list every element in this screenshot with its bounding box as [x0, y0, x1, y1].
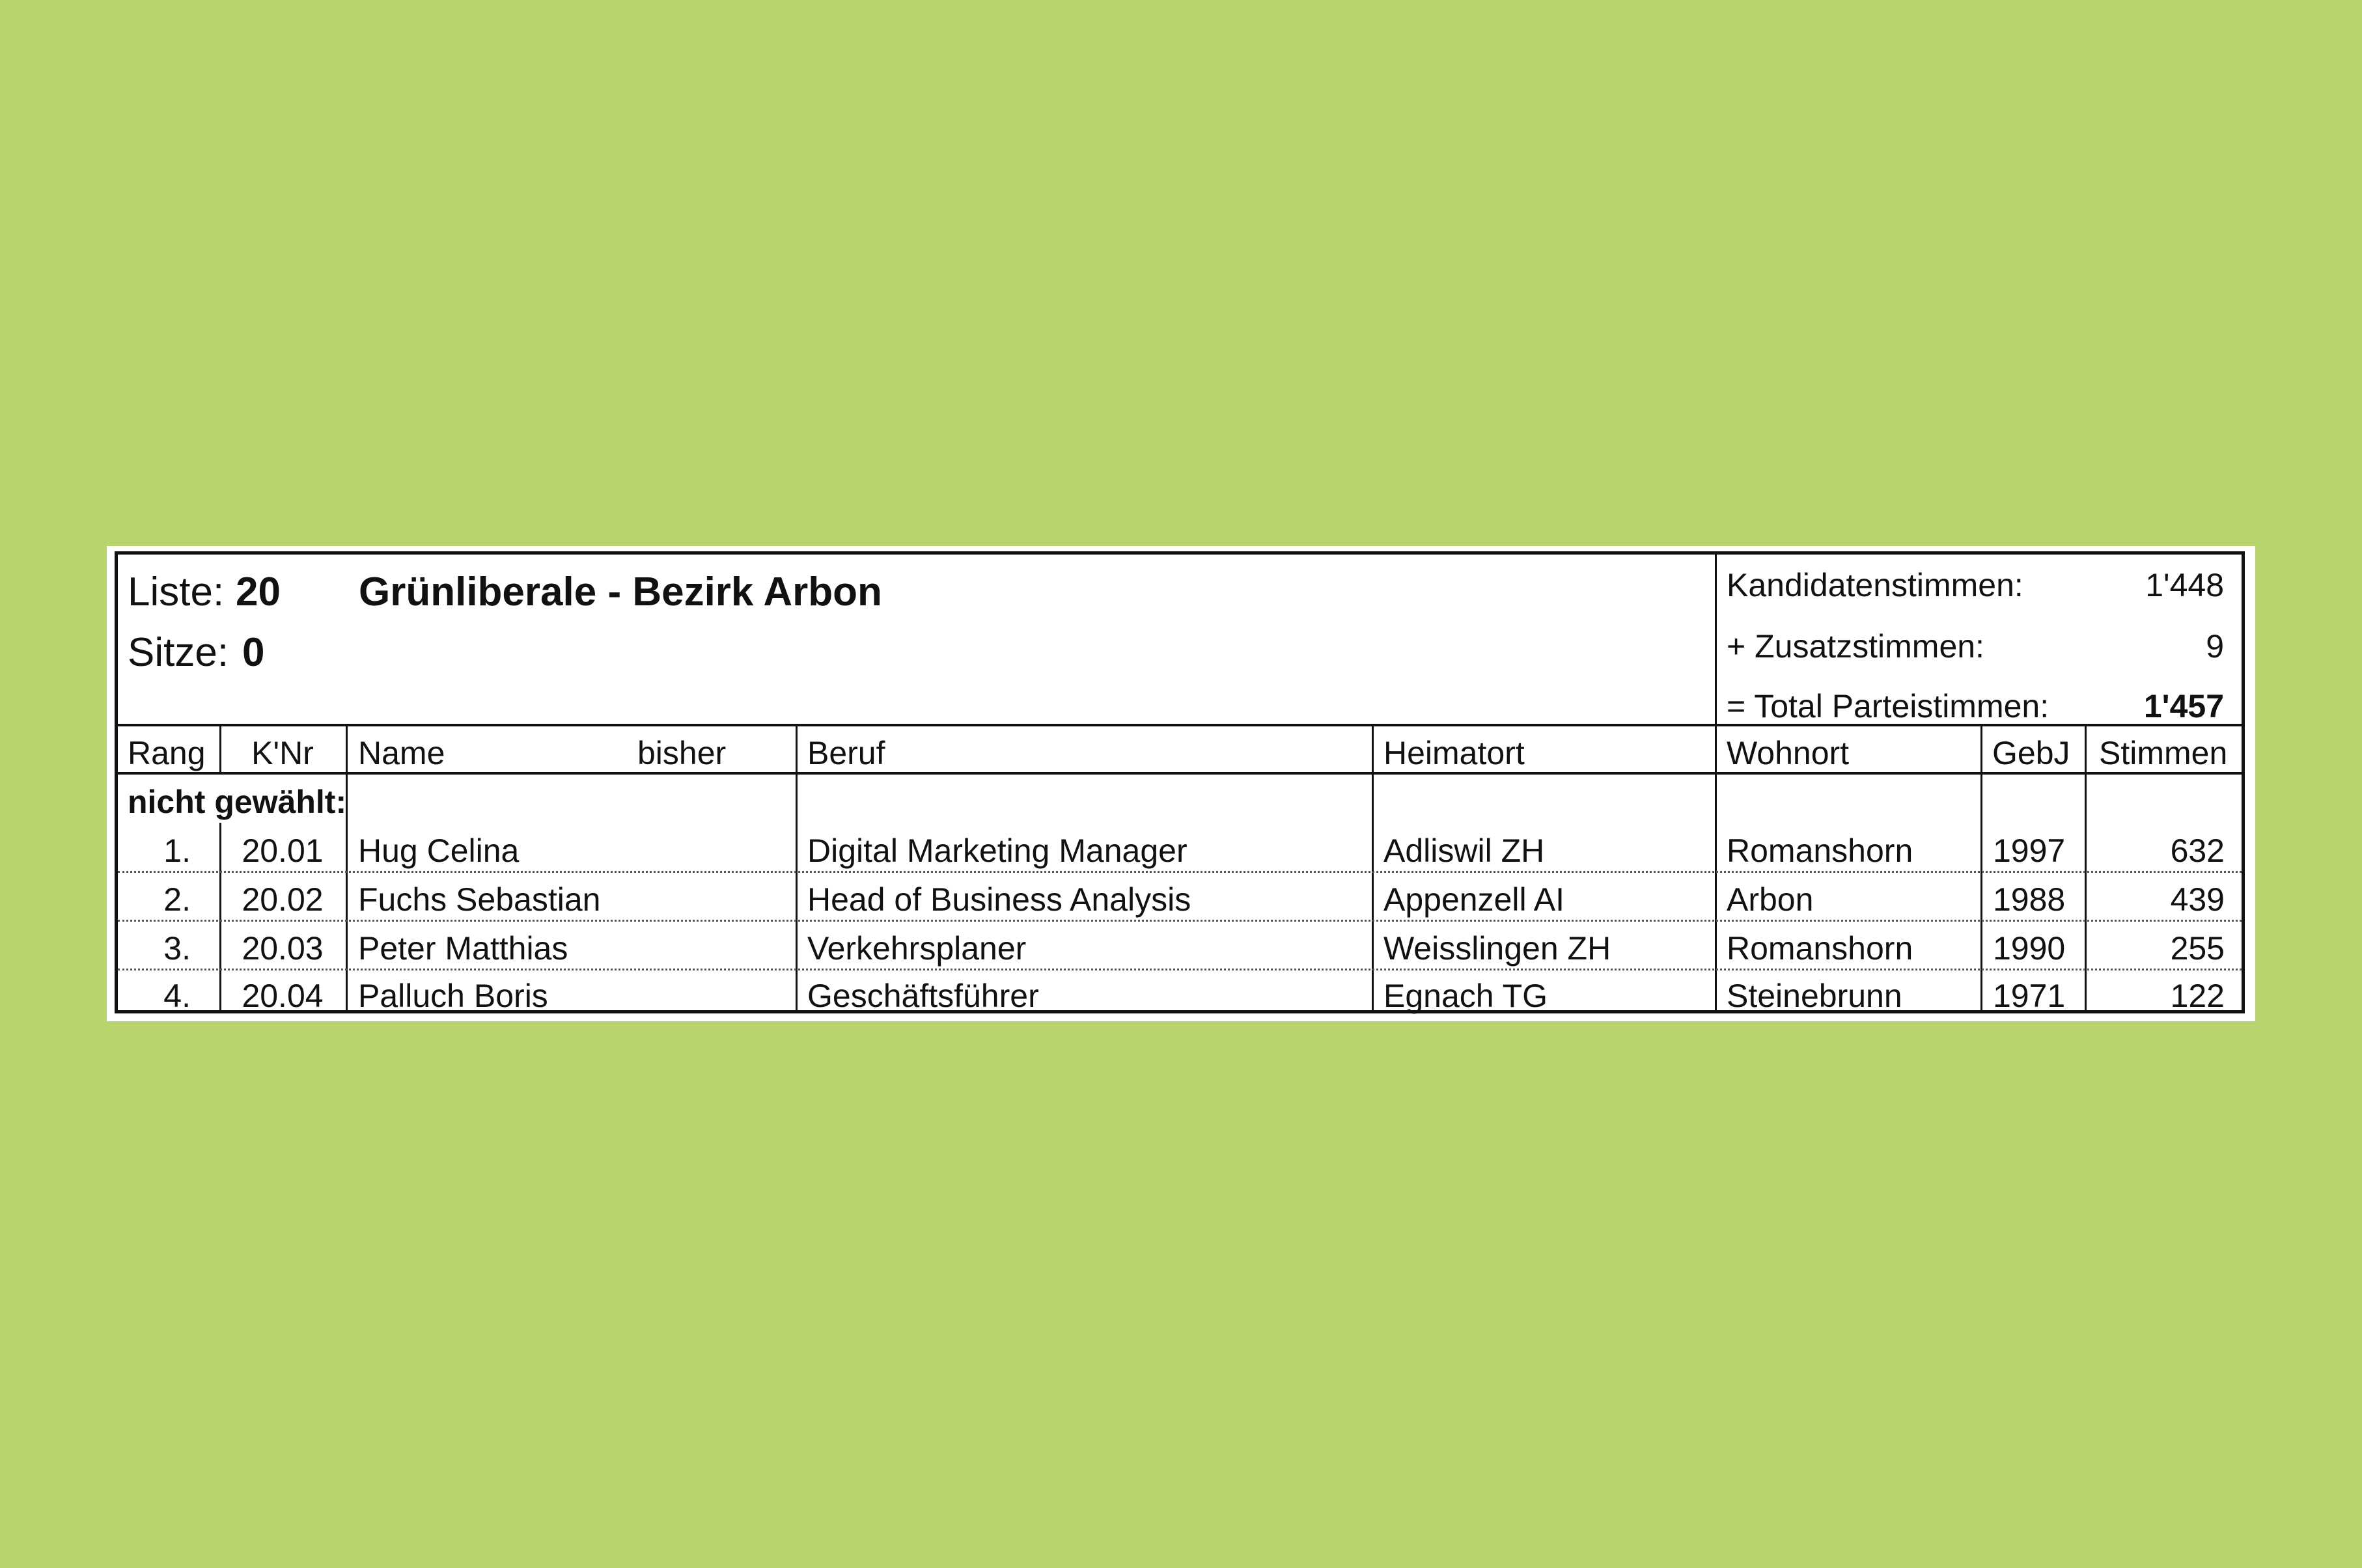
row-name: Peter Matthias — [358, 930, 568, 967]
row-wohnort: Arbon — [1727, 881, 1814, 918]
row-heimatort: Appenzell AI — [1383, 881, 1564, 918]
liste-number: 20 — [236, 570, 281, 614]
col-header-name: Name — [358, 735, 445, 771]
row-heimatort: Adliswil ZH — [1383, 832, 1545, 869]
header-bottom-rule — [118, 772, 2242, 775]
kandidatenstimmen-label: Kandidatenstimmen: — [1727, 567, 2023, 603]
header-top-rule — [118, 724, 2242, 726]
row-wohnort: Romanshorn — [1727, 930, 1913, 967]
row-wohnort: Steinebrunn — [1727, 978, 1902, 1014]
row-beruf: Head of Business Analysis — [807, 881, 1191, 918]
row-gebj: 1990 — [1993, 930, 2066, 967]
summary-divider — [1715, 555, 1717, 725]
row-gebj: 1988 — [1993, 881, 2066, 918]
col-header-heimatort: Heimatort — [1383, 735, 1525, 771]
zusatzstimmen-value: 9 — [2206, 628, 2224, 665]
row-separator — [118, 920, 2242, 922]
row-stimmen: 255 — [2170, 930, 2225, 967]
col-header-stimmen: Stimmen — [2099, 735, 2228, 771]
row-name: Palluch Boris — [358, 978, 548, 1014]
row-gebj: 1997 — [1993, 832, 2066, 869]
row-knr: 20.04 — [242, 978, 324, 1014]
result-sheet — [107, 546, 2255, 1021]
section-label-nicht-gewaehlt: nicht gewählt: — [128, 784, 347, 820]
col-header-wohnort: Wohnort — [1727, 735, 1850, 771]
row-beruf: Geschäftsführer — [807, 978, 1039, 1014]
row-separator — [118, 969, 2242, 970]
row-knr: 20.01 — [242, 832, 324, 869]
row-gebj: 1971 — [1993, 978, 2066, 1014]
zusatzstimmen-label: + Zusatzstimmen: — [1727, 628, 1984, 665]
row-beruf: Verkehrsplaner — [807, 930, 1027, 967]
kandidatenstimmen-value: 1'448 — [2145, 567, 2224, 603]
col-header-bisher: bisher — [637, 735, 727, 771]
col-header-knr: K'Nr — [251, 735, 314, 771]
row-wohnort: Romanshorn — [1727, 832, 1913, 869]
col-header-rang: Rang — [128, 735, 206, 771]
row-knr: 20.02 — [242, 881, 324, 918]
row-stimmen: 632 — [2170, 832, 2225, 869]
row-separator — [118, 871, 2242, 873]
col-header-gebj: GebJ — [1992, 735, 2070, 771]
col-header-beruf: Beruf — [807, 735, 885, 771]
total-parteistimmen-label: = Total Parteistimmen: — [1727, 688, 2049, 724]
row-name: Hug Celina — [358, 832, 520, 869]
row-heimatort: Weisslingen ZH — [1383, 930, 1611, 967]
row-stimmen: 122 — [2170, 978, 2225, 1014]
sitze-value: 0 — [242, 630, 265, 675]
total-parteistimmen-value: 1'457 — [2143, 688, 2224, 724]
row-rang: 3. — [163, 930, 191, 967]
liste-label: Liste: — [128, 570, 225, 614]
row-rang: 4. — [163, 978, 191, 1014]
row-beruf: Digital Marketing Manager — [807, 832, 1188, 869]
row-stimmen: 439 — [2170, 881, 2225, 918]
party-name: Grünliberale - Bezirk Arbon — [359, 570, 882, 614]
row-rang: 1. — [163, 832, 191, 869]
row-knr: 20.03 — [242, 930, 324, 967]
row-rang: 2. — [163, 881, 191, 918]
row-heimatort: Egnach TG — [1383, 978, 1548, 1014]
sitze-label: Sitze: — [128, 630, 229, 675]
result-table-frame — [115, 551, 2245, 1013]
row-name: Fuchs Sebastian — [358, 881, 601, 918]
